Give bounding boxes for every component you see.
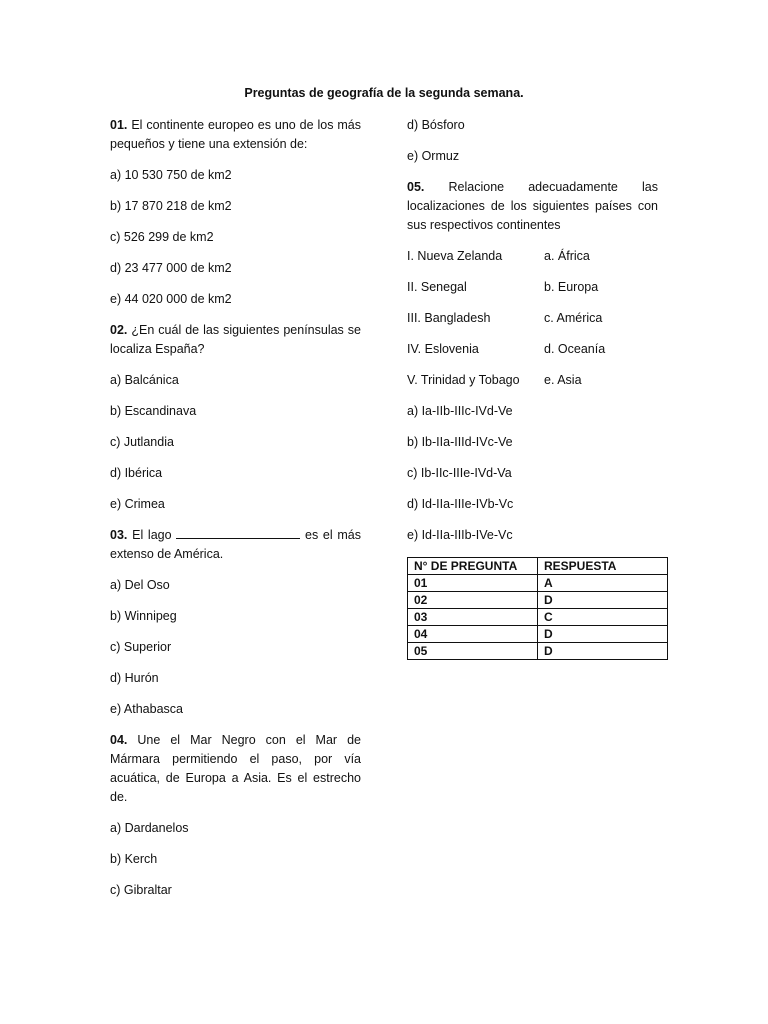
option: a) Del Oso (110, 578, 170, 592)
table-row (408, 609, 668, 626)
option: d) Bósforo (407, 118, 465, 132)
table-row (408, 592, 668, 609)
option: d) Ibérica (110, 466, 163, 480)
question-number: 01. (110, 118, 128, 132)
country: I. Nueva Zelanda (407, 249, 503, 263)
option: e) Id-IIa-IIIb-IVe-Vc (407, 528, 513, 542)
answer-cell: D (538, 643, 668, 660)
option: e) 44 020 000 de km2 (110, 292, 232, 306)
continent: e. Asia (544, 373, 582, 387)
continent: c. América (544, 311, 603, 325)
column-header: RESPUESTA (538, 558, 668, 575)
option: e) Ormuz (407, 149, 460, 163)
option: b) Ib-IIa-IIId-IVc-Ve (407, 435, 513, 449)
answer-table (407, 557, 668, 660)
option: b) Winnipeg (110, 609, 177, 623)
question-cell: 04 (408, 626, 538, 643)
answer-cell: D (538, 626, 668, 643)
option: a) Dardanelos (110, 821, 189, 835)
question-cell: 05 (408, 643, 538, 660)
answer-cell: D (538, 592, 668, 609)
question-03 (110, 526, 361, 564)
option: c) Jutlandia (110, 435, 174, 449)
question-01 (110, 116, 361, 154)
answer-cell: C (538, 609, 668, 626)
country: III. Bangladesh (407, 311, 491, 325)
question-cell: 03 (408, 609, 538, 626)
question-number: 03. (110, 528, 128, 542)
match-pair (407, 247, 658, 266)
option: a) 10 530 750 de km2 (110, 168, 232, 182)
option: b) Kerch (110, 852, 158, 866)
continent: a. África (544, 249, 590, 263)
continent: b. Europa (544, 280, 599, 294)
match-pair (407, 340, 658, 359)
question-text: El continente europeo es uno de los más pequeños y tiene una extensión de: (110, 118, 361, 151)
option: a) Balcánica (110, 373, 179, 387)
column-header: N° DE PREGUNTA (408, 558, 538, 575)
question-cell: 02 (408, 592, 538, 609)
question-text: Relacione adecuadamente las localizaciones de los siguientes países con sus respectivos continentes (407, 180, 658, 232)
question-04 (110, 731, 361, 807)
option: e) Athabasca (110, 702, 183, 716)
option: d) 23 477 000 de km2 (110, 261, 232, 275)
question-text: ¿En cuál de las siguientes penínsulas se localiza España? (110, 323, 361, 356)
continent: d. Oceanía (544, 342, 606, 356)
match-pair (407, 309, 658, 328)
question-05 (407, 178, 658, 235)
question-02 (110, 321, 361, 359)
option: c) Ib-IIc-IIIe-IVd-Va (407, 466, 512, 480)
question-number: 05. (407, 180, 425, 194)
answer-cell: A (538, 575, 668, 592)
question-text: Une el Mar Negro con el Mar de Mármara permitiendo el paso, por vía acuática, de Europa a Asia. Es el estrecho de. (110, 733, 361, 804)
option: b) Escandinava (110, 404, 197, 418)
table-header-row (408, 558, 668, 575)
document-title: Preguntas de geografía de la segunda semana. (244, 86, 524, 100)
match-pair (407, 278, 658, 297)
country: V. Trinidad y Tobago (407, 373, 520, 387)
table-row (408, 626, 668, 643)
question-text-before: El lago (132, 528, 172, 542)
match-pair (407, 371, 658, 390)
country: II. Senegal (407, 280, 467, 294)
table-row (408, 575, 668, 592)
answer-blank (176, 526, 300, 539)
question-text-after: es el más extenso de América. (110, 528, 361, 561)
table-row (408, 643, 668, 660)
question-number: 04. (110, 733, 128, 747)
question-cell: 01 (408, 575, 538, 592)
option: a) Ia-IIb-IIIc-IVd-Ve (407, 404, 513, 418)
option: e) Crimea (110, 497, 165, 511)
option: d) Hurón (110, 671, 159, 685)
right-column (407, 116, 658, 660)
left-column (110, 116, 361, 912)
option: d) Id-IIa-IIIe-IVb-Vc (407, 497, 514, 511)
question-number: 02. (110, 323, 128, 337)
option: c) 526 299 de km2 (110, 230, 214, 244)
option: b) 17 870 218 de km2 (110, 199, 232, 213)
option: c) Superior (110, 640, 172, 654)
option: c) Gibraltar (110, 883, 172, 897)
country: IV. Eslovenia (407, 342, 479, 356)
